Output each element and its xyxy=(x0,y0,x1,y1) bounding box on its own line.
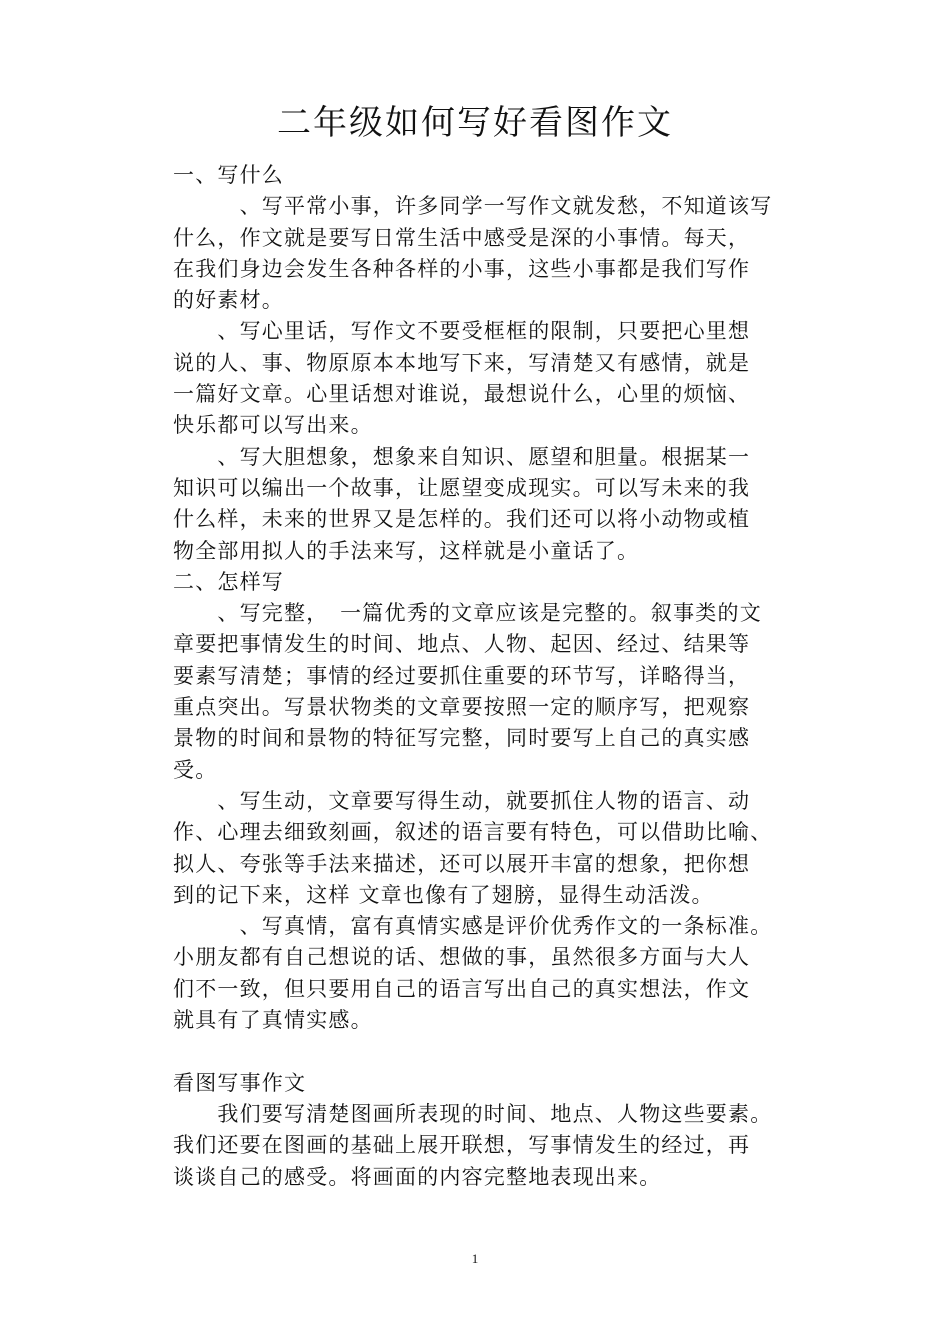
text-line: 看图写事作文 xyxy=(173,1070,307,1095)
text-line: 什么样，未来的世界又是怎样的。我们还可以将小动物或植 xyxy=(173,507,751,532)
document-body xyxy=(173,160,813,1193)
text-line: 二、怎样写 xyxy=(173,569,284,594)
text-line: 、写大胆想象，想象来自知识、愿望和胆量。根据某一 xyxy=(173,444,751,469)
text-line: 一、写什么 xyxy=(173,163,284,187)
text-line: 重点突出。写景状物类的文章要按照一定的顺序写，把观察 xyxy=(173,695,751,720)
blank-line xyxy=(173,1036,813,1067)
text-line: 说的人、事、物原原本本地写下来，写清楚又有感情，就是 xyxy=(173,350,751,375)
text-line: 、写生动，文章要写得生动，就要抓住人物的语言、动 xyxy=(173,788,751,813)
text-line: 在我们身边会发生各种各样的小事，这些小事都是我们写作 xyxy=(173,256,751,281)
text-line: 一篇好文章。心里话想对谁说，最想说什么，心里的烦恼、 xyxy=(173,382,751,407)
text-line: 快乐都可以写出来。 xyxy=(173,413,373,438)
text-line: 的好素材。 xyxy=(173,288,284,313)
text-line: 、写真情，富有真情实感是评价优秀作文的一条标准。 xyxy=(173,914,773,939)
text-line: 要素写清楚；事情的经过要抓住重要的环节写，详略得当， xyxy=(173,663,751,688)
text-line: 拟人、夸张等手法来描述，还可以展开丰富的想象，把你想 xyxy=(173,851,751,876)
text-line: 物全部用拟人的手法来写，这样就是小童话了。 xyxy=(173,538,640,563)
text-line: 我们还要在图画的基础上展开联想，写事情发生的经过，再 xyxy=(173,1133,751,1158)
text-line: 知识可以编出一个故事，让愿望变成现实。可以写未来的我 xyxy=(173,475,751,500)
page-number: 1 xyxy=(471,1251,479,1266)
text-line: 受。 xyxy=(173,757,218,782)
text-line: 什么，作文就是要写日常生活中感受是深的小事情。每天， xyxy=(173,225,751,250)
text-line: 景物的时间和景物的特征写完整，同时要写上自己的真实感 xyxy=(173,726,751,751)
text-line: 我们要写清楚图画所表现的时间、地点、人物这些要素。 xyxy=(173,1101,773,1126)
text-line: 们不一致，但只要用自己的语言写出自己的真实想法，作文 xyxy=(173,976,751,1001)
text-line: 章要把事情发生的时间、地点、人物、起因、经过、结果等 xyxy=(173,632,751,657)
text-line: 、写完整， 一篇优秀的文章应该是完整的。叙事类的文 xyxy=(173,601,762,626)
text-line: 、写平常小事，许多同学一写作文就发愁，不知道该写 xyxy=(173,194,773,219)
text-line: 作、心理去细致刻画，叙述的语言要有特色，可以借助比喻、 xyxy=(173,820,773,845)
text-line: 谈谈自己的感受。将画面的内容完整地表现出来。 xyxy=(173,1164,662,1189)
text-line: 到的记下来，这样 文章也像有了翅膀，显得生动活泼。 xyxy=(173,882,714,907)
document-title: 二年级如何写好看图作文 xyxy=(277,103,673,143)
text-line: 小朋友都有自己想说的话、想做的事，虽然很多方面与大人 xyxy=(173,945,751,970)
text-line: 、写心里话，写作文不要受框框的限制，只要把心里想 xyxy=(173,319,751,344)
text-line: 就具有了真情实感。 xyxy=(173,1008,373,1033)
